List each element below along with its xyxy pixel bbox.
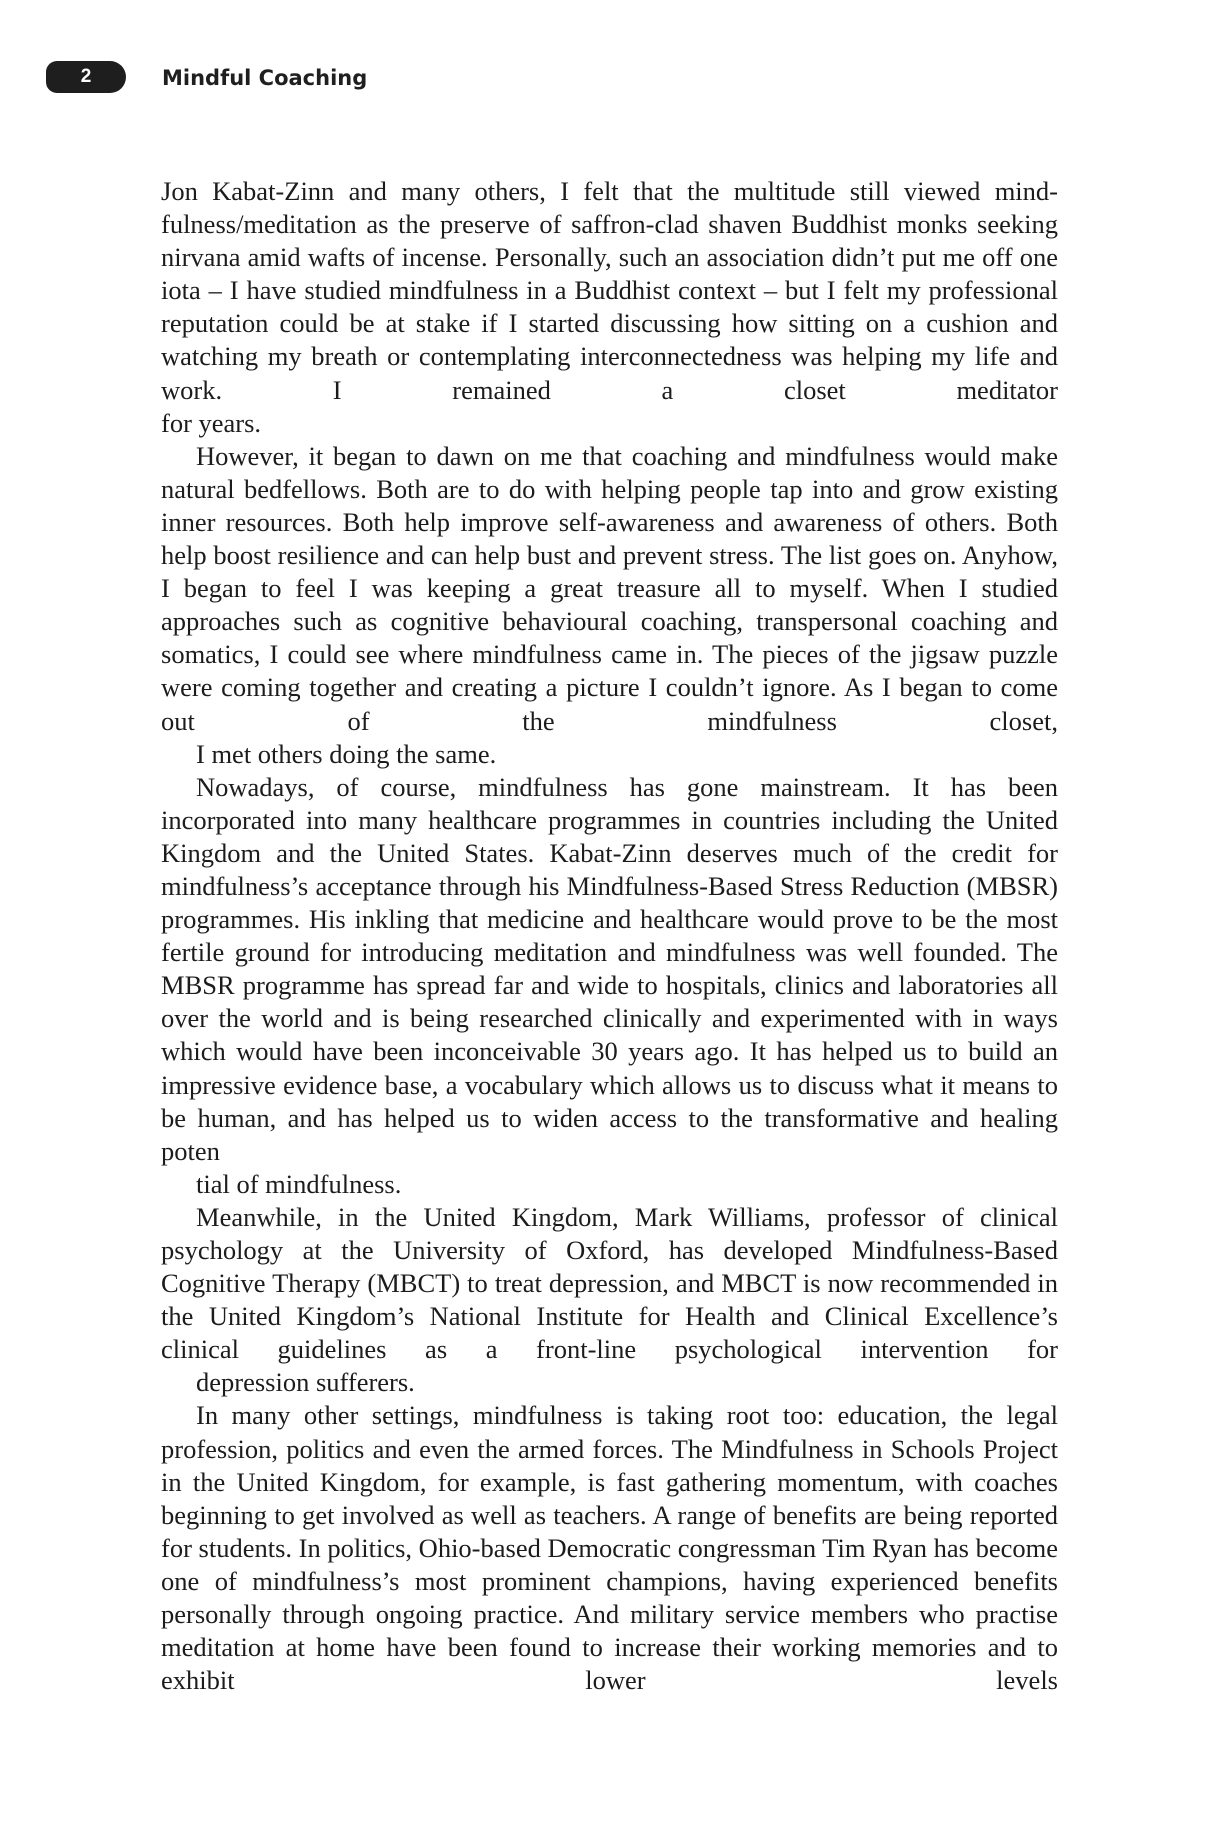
paragraph-text: However, it began to dawn on me that coaching and mindfulness would make natural bedfellows. Both are to do with helping people tap into and grow existing inner resources. Both help improve self-awareness and awareness of others. Both help boost resilience and can help bust and prevent stress. The list goes on. Anyhow, I began to feel I was keeping a great treasure all to myself. When I studied approaches such as cognitive behavioural coaching, transpersonal coaching and somatics, I could see where mindfulness came in. The pieces of the jigsaw puzzle were coming together and creating a picture I couldn’t ignore. As I began to come out of the mindfulness closet, xyxy=(161,440,1058,736)
paragraph-text: Meanwhile, in the United Kingdom, Mark Williams, professor of clinical psychology at the University of Oxford, has developed Mindfulness-Based Cognitive Therapy (MBCT) to treat depression, and MBCT is now recommended in the United Kingdom’s National Institute for Health and Clinical Excellence’s clinical guidelines as a front-line psychological intervention for xyxy=(161,1201,1058,1365)
paragraph-last-line: for years. xyxy=(161,407,262,438)
running-head: Mindful Coaching xyxy=(162,66,368,90)
paragraph-1 xyxy=(161,175,1058,440)
paragraph-last-line: depression sufferers. xyxy=(196,1367,415,1398)
paragraph-text: In many other settings, mindfulness is taking root too: education, the legal profession, politics and even the armed forces. The Mindfulness in Schools Project in the United Kingdom, for example, is fast gathering momentum, with coaches beginning to get involved as well as teachers. A range of benefits are being reported for students. In politics, Ohio-based Democratic congressman Tim Ryan has become one of mindfulness’s most prominent champions, having experienced benefits personally through ongoing practice. And military service members who practise meditation at home have been found to increase their working memories and to exhibit lower levels xyxy=(161,1400,1058,1696)
page-header xyxy=(46,61,846,93)
body-text xyxy=(161,175,1058,1697)
paragraph-5 xyxy=(161,1399,1058,1697)
page-number: 2 xyxy=(46,61,126,93)
paragraph-2 xyxy=(161,440,1058,771)
paragraph-text: Jon Kabat-Zinn and many others, I felt that the multitude still viewed mindfulness/meditation as the preserve of saffron-clad shaven Buddhist monks seeking nirvana amid wafts of incense. Personally, such an association didn’t put me off one iota – I have studied mindfulness in a Buddhist context – but I felt my professional reputation could be at stake if I started discussing how sitting on a cushion and watching my breath or contemplating interconnectedness was helping my life and work. I remained a closet meditator xyxy=(161,176,1058,405)
paragraph-last-line: I met others doing the same. xyxy=(196,738,497,769)
paragraph-last-line: tial of mindfulness. xyxy=(196,1168,402,1199)
paragraph-3 xyxy=(161,771,1058,1201)
paragraph-text: Nowadays, of course, mindfulness has gone mainstream. It has been incorporated into many healthcare programmes in countries including the United Kingdom and the United States. Kabat-Zinn deserves much of the credit for mindfulness’s acceptance through his Mindfulness-Based Stress Reduction (MBSR) programmes. His inkling that medicine and healthcare would prove to be the most fertile ground for introducing meditation and mindfulness was well founded. The MBSR programme has spread far and wide to hospitals, clinics and laboratories all over the world and is being researched clinically and experimented with in ways which would have been inconceivable 30 years ago. It has helped us to build an impressive evidence base, a vocabulary which allows us to discuss what it means to be human, and has helped us to widen access to the transformative and healing poten xyxy=(161,771,1058,1166)
paragraph-4 xyxy=(161,1201,1058,1400)
